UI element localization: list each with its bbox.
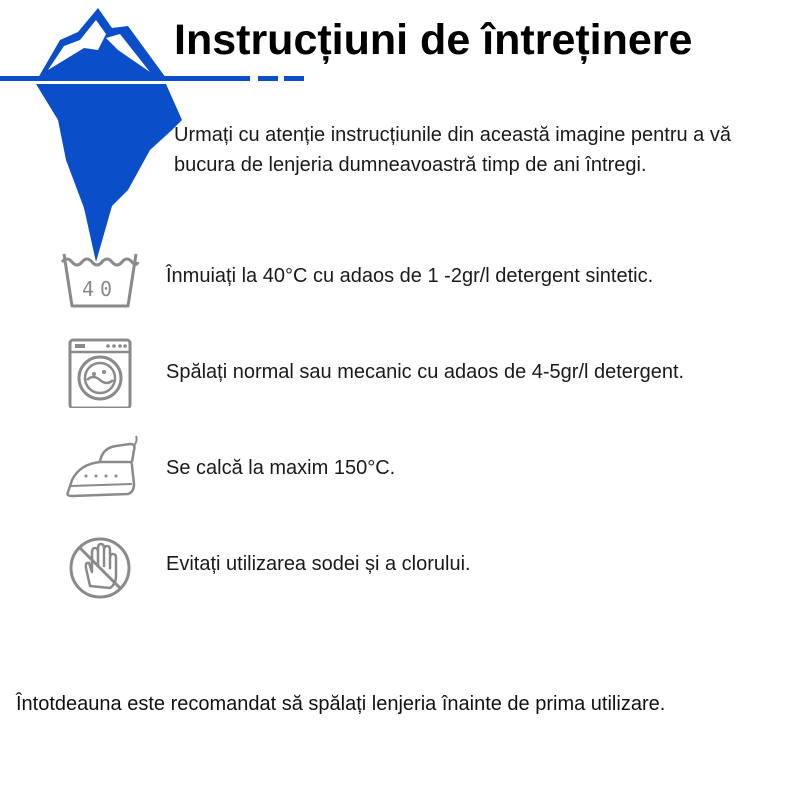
care-item-soak (0, 236, 800, 316)
care-item-iron (0, 428, 800, 508)
iron-icon (60, 432, 140, 504)
no-bleach-hand-icon (60, 528, 140, 600)
footer-note: Întotdeauna este recomandat să spălați lenjeria înainte de prima utilizare. (16, 693, 666, 715)
washing-machine-icon (60, 336, 140, 408)
page-title: Instrucțiuni de întreținere (174, 16, 693, 64)
care-item-wash (0, 332, 800, 412)
intro-text: Urmați cu atenție instrucțiunile din această imagine pentru a vă bucura de lenjeria dumneavoastră timp de ani întregi. (174, 124, 731, 176)
care-text-iron: Se calcă la maxim 150°C. (166, 457, 396, 479)
care-text-wash: Spălați normal sau mecanic cu adaos de 4-5gr/l detergent. (166, 361, 685, 383)
care-item-no-bleach (0, 524, 800, 604)
care-text-soak: Înmuiați la 40°C cu adaos de 1 -2gr/l detergent sintetic. (166, 265, 654, 287)
care-text-no-bleach: Evitați utilizarea sodei și a clorului. (166, 553, 471, 575)
wash-temperature-label: 40 (81, 277, 119, 301)
wash-tub-40-icon (60, 240, 140, 312)
